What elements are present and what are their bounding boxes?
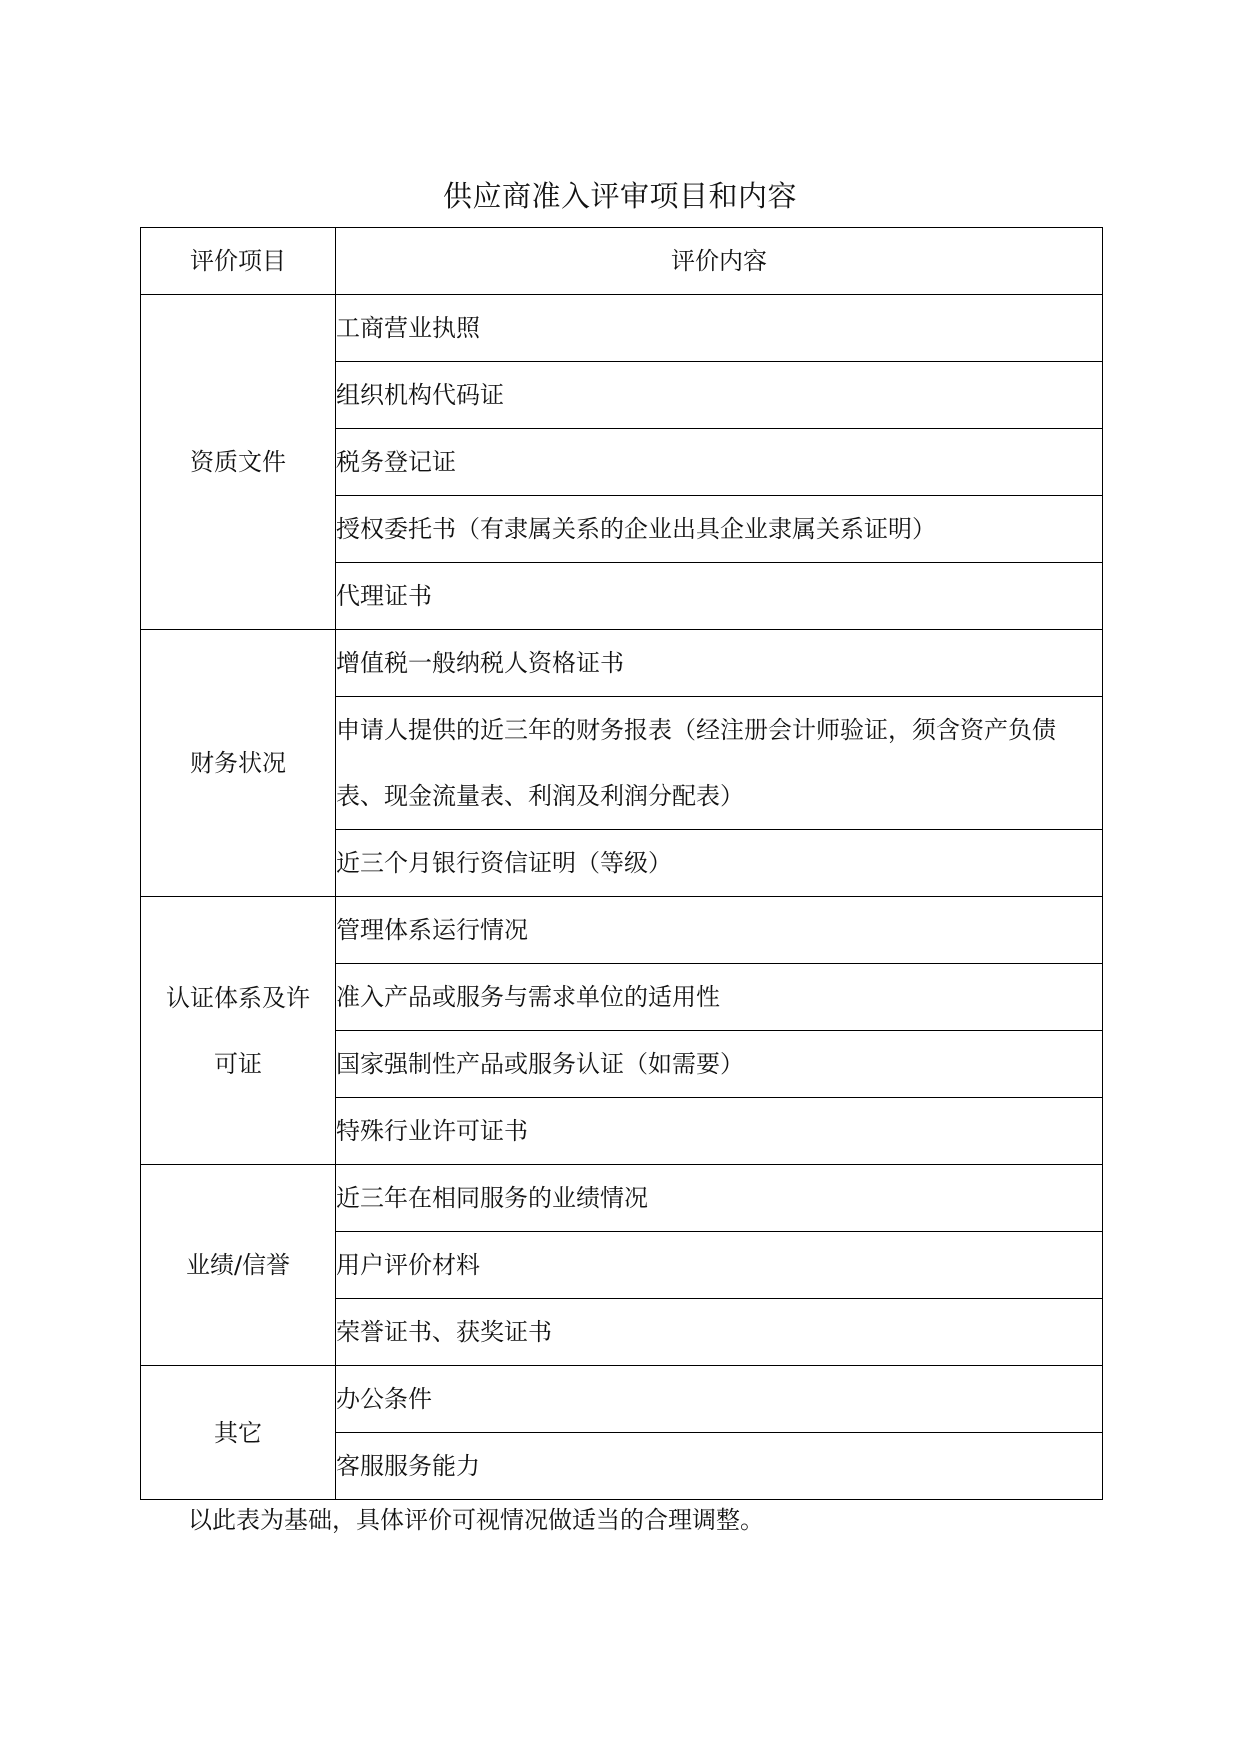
table-row	[141, 1366, 1103, 1433]
header-content: 评价内容	[336, 228, 1103, 295]
footnote: 以此表为基础，具体评价可视情况做适当的合理调整。	[188, 1506, 764, 1534]
item-cell: 组织机构代码证	[336, 362, 1103, 429]
category-cell	[141, 1366, 336, 1500]
item-cell: 管理体系运行情况	[336, 897, 1103, 964]
header-category: 评价项目	[141, 228, 336, 295]
item-cell: 办公条件	[336, 1366, 1103, 1433]
item-cell: 近三年在相同服务的业绩情况	[336, 1165, 1103, 1232]
item-cell: 税务登记证	[336, 429, 1103, 496]
item-cell: 荣誉证书、获奖证书	[336, 1299, 1103, 1366]
category-cell	[141, 295, 336, 630]
category-label: 认证体系及许可证	[166, 983, 310, 1078]
item-cell: 国家强制性产品或服务认证（如需要）	[336, 1031, 1103, 1098]
item-cell: 特殊行业许可证书	[336, 1098, 1103, 1165]
table-header-row	[141, 228, 1103, 295]
item-cell: 近三个月银行资信证明（等级）	[336, 830, 1103, 897]
table-row	[141, 630, 1103, 697]
item-cell: 授权委托书（有隶属关系的企业出具企业隶属关系证明）	[336, 496, 1103, 563]
category-label: 其它	[214, 1418, 262, 1447]
item-cell: 工商营业执照	[336, 295, 1103, 362]
item-cell: 申请人提供的近三年的财务报表（经注册会计师验证，须含资产负债表、现金流量表、利润及利润分配表）	[336, 697, 1103, 830]
item-cell: 增值税一般纳税人资格证书	[336, 630, 1103, 697]
item-cell: 代理证书	[336, 563, 1103, 630]
category-label: 资质文件	[190, 448, 286, 476]
table-row	[141, 295, 1103, 362]
item-cell: 用户评价材料	[336, 1232, 1103, 1299]
item-cell: 客服服务能力	[336, 1433, 1103, 1500]
category-label: 财务状况	[190, 749, 286, 777]
category-label: 业绩/信誉	[185, 1251, 291, 1279]
item-cell: 准入产品或服务与需求单位的适用性	[336, 964, 1103, 1031]
document-title: 供应商准入评审项目和内容	[442, 179, 797, 213]
category-cell	[141, 897, 336, 1165]
category-cell	[141, 1165, 336, 1366]
review-table	[140, 227, 1103, 1500]
table-row	[141, 1165, 1103, 1232]
category-cell	[141, 630, 336, 897]
table-row	[141, 897, 1103, 964]
